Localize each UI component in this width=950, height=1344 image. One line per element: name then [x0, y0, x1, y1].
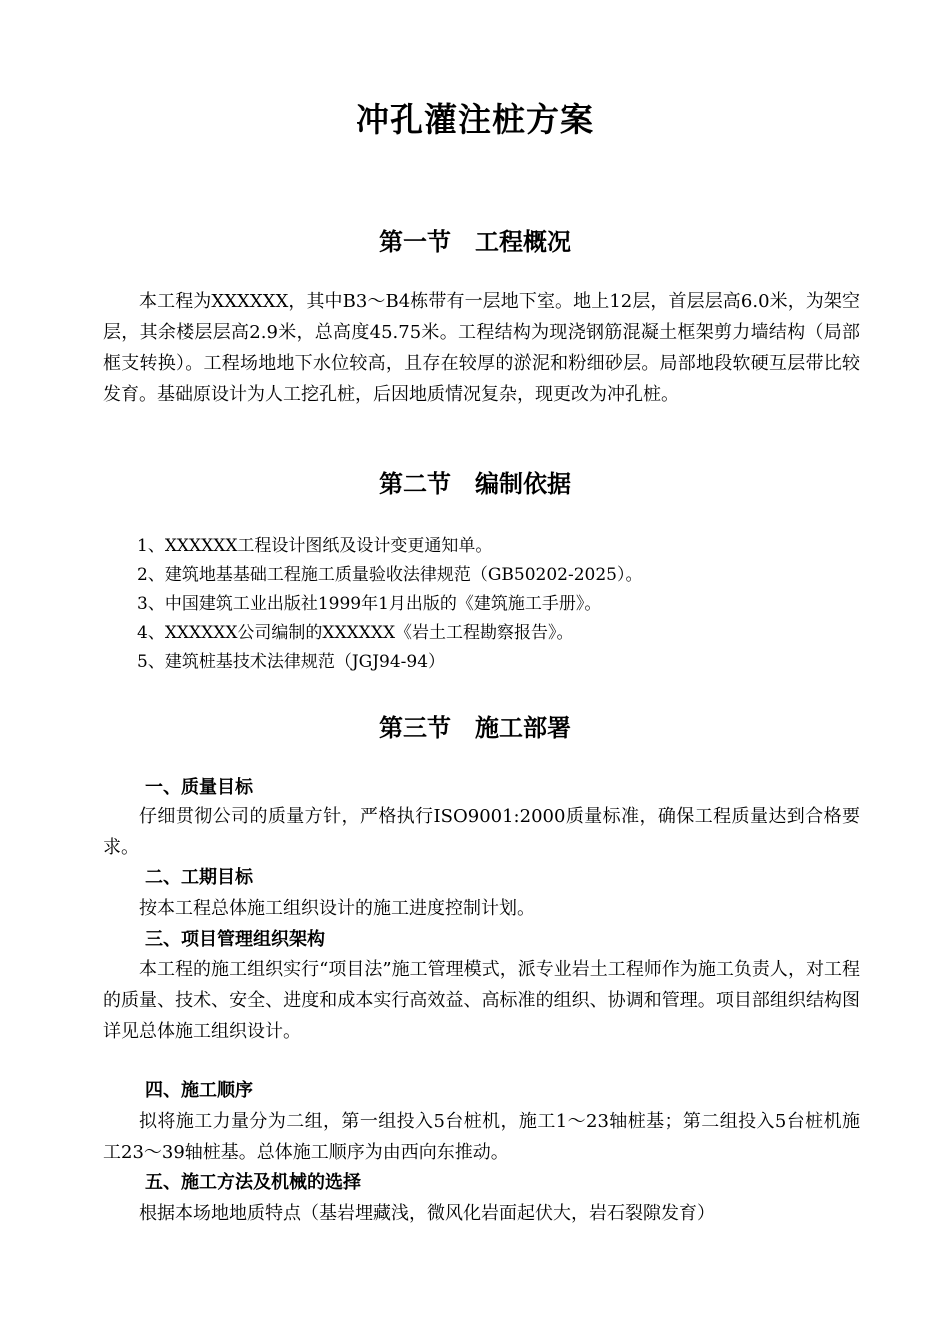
subheading-schedule-target: 二、工期目标 — [145, 867, 253, 888]
list-item: 3、中国建筑工业出版社1999年1月出版的《建筑施工手册》。 — [137, 594, 602, 614]
overview-paragraph: 本工程为XXXXXX，其中B3～B4栋带有一层地下室。地上12层，首层层高6.0米，为架空层，其余楼层层高2.9米，总高度45.75米。工程结构为现浇钢筋混凝土框架剪力墙结构（局部框支转换）。工程场地地下水位较高，且存在较厚的淤泥和粉细砂层。局部地段软硬互层带比较发育。基础原设计为人工挖孔桩，后因地质情况复杂，现更改为冲孔桩。 — [103, 291, 860, 405]
list-item: 2、建筑地基基础工程施工质量验收法律规范（GB50202-2025）。 — [137, 565, 643, 585]
list-item: 1、XXXXXX工程设计图纸及设计变更通知单。 — [137, 536, 493, 556]
subheading-quality-target: 一、质量目标 — [145, 777, 253, 798]
schedule-target-text: 按本工程总体施工组织设计的施工进度控制计划。 — [139, 898, 535, 919]
sequence-text: 拟将施工力量分为二组，第一组投入5台桩机，施工1～23轴桩基；第二组投入5台桩机施工23～39轴桩基。总体施工顺序为由西向东推动。 — [103, 1111, 860, 1163]
subheading-sequence: 四、施工顺序 — [145, 1080, 253, 1101]
quality-target-text: 仔细贯彻公司的质量方针，严格执行ISO9001:2000质量标准，确保工程质量达到合格要求。 — [103, 806, 860, 858]
subheading-organization: 三、项目管理组织架构 — [145, 929, 325, 950]
section-heading-overview: 第一节 工程概况 — [379, 228, 571, 256]
document-title: 冲孔灌注桩方案 — [356, 100, 594, 139]
organization-text: 本工程的施工组织实行“项目法”施工管理模式，派专业岩土工程师作为施工负责人，对工程的质量、技术、安全、进度和成本实行高效益、高标准的组织、协调和管理。项目部组织结构图详见总体施工组织设计。 — [103, 959, 860, 1042]
list-item: 4、XXXXXX公司编制的XXXXXX《岩土工程勘察报告》。 — [137, 623, 574, 643]
list-item: 5、建筑桩基技术法律规范（JGJ94-94） — [137, 652, 446, 672]
section-heading-deployment: 第三节 施工部署 — [379, 714, 571, 742]
method-text: 根据本场地地质特点（基岩埋藏浅，微风化岩面起伏大，岩石裂隙发育） — [139, 1203, 715, 1224]
section-heading-basis: 第二节 编制依据 — [379, 470, 571, 498]
subheading-method: 五、施工方法及机械的选择 — [145, 1172, 361, 1193]
basis-list — [103, 532, 860, 677]
